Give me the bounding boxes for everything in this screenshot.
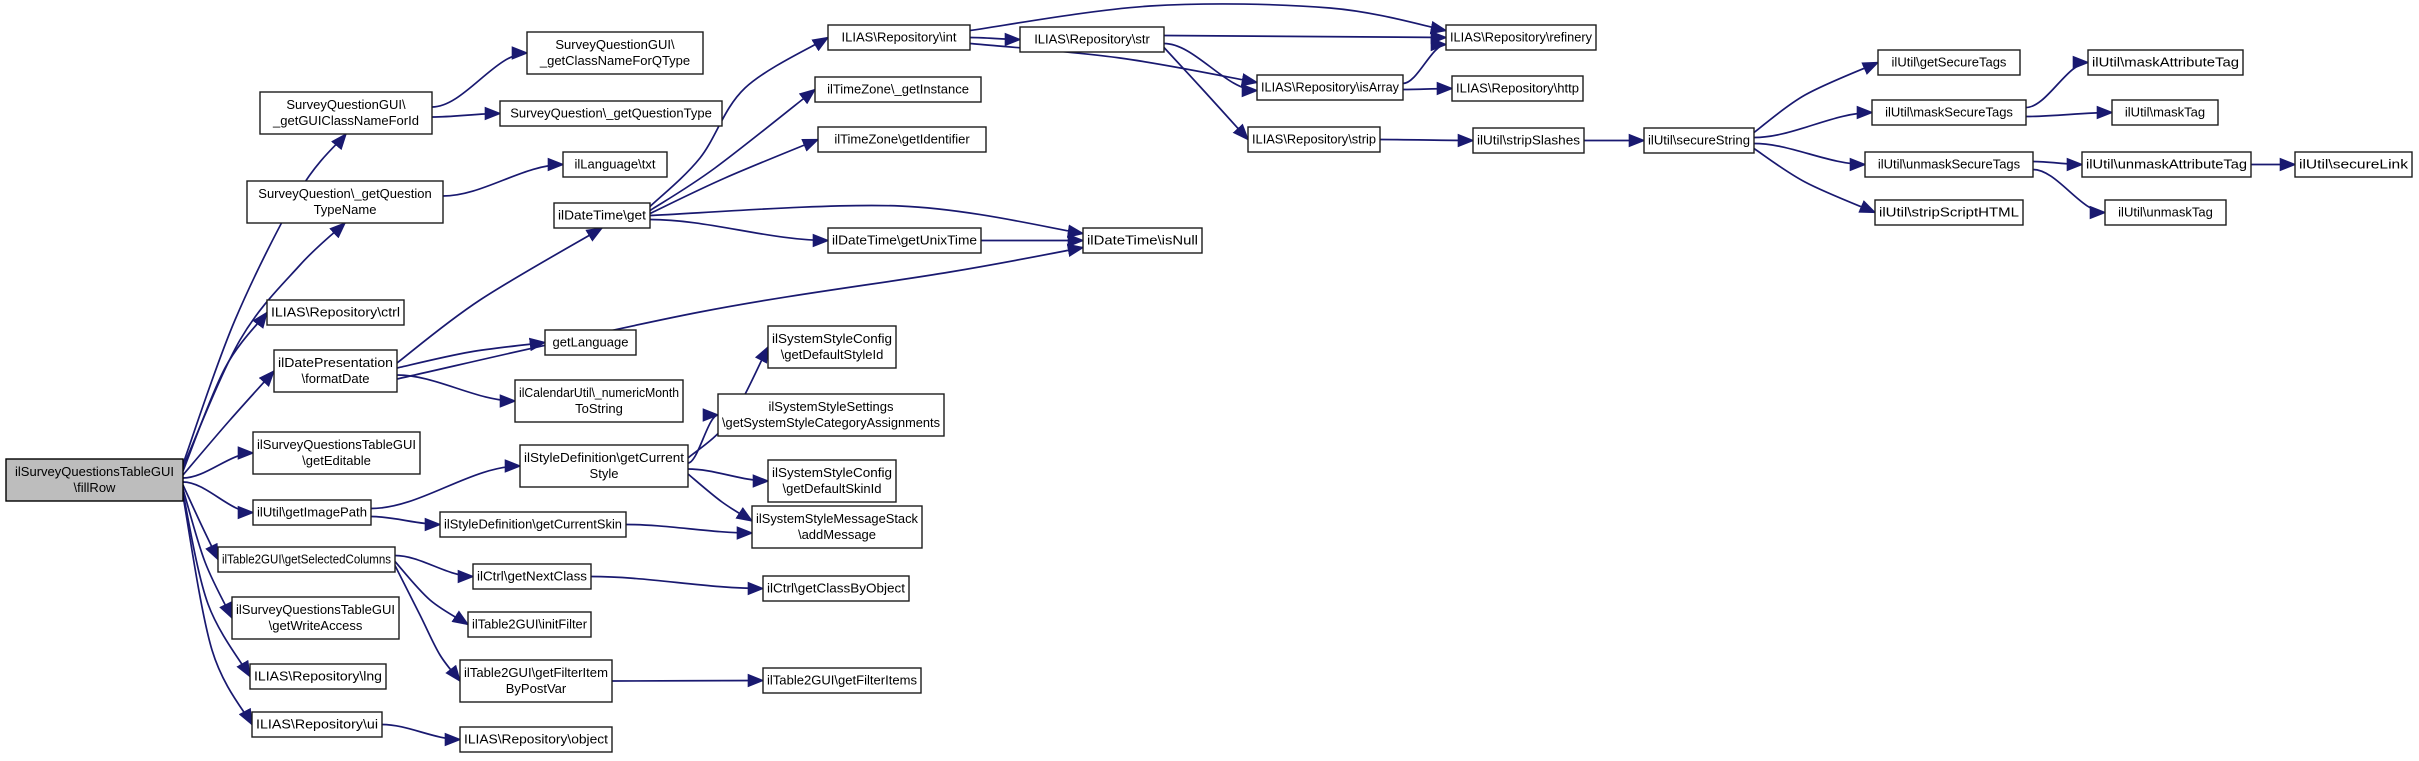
node-getQuestionTypeName[interactable]: [247, 181, 443, 223]
node-label-formatDate-line1: ilDatePresentation: [278, 355, 393, 370]
edge-secureString-to-stripScriptHTML: [1754, 149, 1875, 213]
node-label-getSecureTags-line1: ilUtil\getSecureTags: [1891, 54, 2007, 70]
node-getImagePath[interactable]: [253, 500, 371, 525]
node-unmaskAttributeTag[interactable]: [2082, 152, 2251, 177]
node-label-initFilter-line1: ilTable2GUI\initFilter: [472, 616, 588, 632]
node-isNull[interactable]: [1083, 228, 1202, 253]
node-getEditable[interactable]: [253, 432, 420, 474]
edge-maskSecureTags-to-maskTag: [2026, 113, 2112, 117]
node-label-stripSlashes-line1: ilUtil\stripSlashes: [1477, 132, 1581, 148]
node-label-getWriteAccess-line2: \getWriteAccess: [268, 618, 363, 633]
edge-getNextClass-to-getClassByObject: [591, 577, 763, 589]
node-label-addMessage-line2: \addMessage: [797, 527, 877, 542]
edge-strip-to-stripSlashes: [1380, 140, 1473, 141]
node-label-repoInt-line1: ILIAS\Repository\int: [841, 29, 957, 45]
node-label-http-line1: ILIAS\Repository\http: [1456, 80, 1579, 96]
node-unmaskSecureTags[interactable]: [1865, 152, 2033, 177]
node-repoLng[interactable]: [250, 664, 386, 689]
node-label-getDefaultSkinId-line2: \getDefaultSkinId: [782, 481, 882, 496]
node-label-unmaskSecureTags-line1: ilUtil\unmaskSecureTags: [1877, 156, 2021, 172]
node-label-getDefaultStyleId-line2: \getDefaultStyleId: [780, 347, 884, 362]
node-isArray[interactable]: [1257, 75, 1403, 100]
node-tzGetIdentifier[interactable]: [818, 127, 986, 152]
node-label-unmaskAttributeTag-line1: ilUtil\unmaskAttributeTag: [2086, 156, 2247, 172]
node-strip[interactable]: [1248, 127, 1380, 152]
edge-fillRow-to-getQuestionTypeName: [183, 223, 345, 467]
node-label-getSystemStyleCategoryAssignments-line2: \getSystemStyleCategoryAssignments: [722, 415, 941, 430]
node-label-repoCtrl-line1: ILIAS\Repository\ctrl: [271, 304, 401, 320]
node-getLanguage[interactable]: [545, 330, 636, 355]
node-label-getQuestionType-line1: SurveyQuestion\_getQuestionType: [510, 105, 712, 121]
edge-fillRow-to-getEditable: [183, 453, 253, 478]
node-label-getDefaultSkinId-line1: ilSystemStyleConfig: [772, 465, 892, 480]
node-label-getCurrentStyle-line1: ilStyleDefinition\getCurrent: [524, 450, 685, 465]
edge-getFilterItemByPostVar-to-getFilterItems: [612, 681, 763, 682]
node-http[interactable]: [1452, 76, 1583, 101]
node-dtGet[interactable]: [554, 203, 650, 228]
node-getGUIClassNameForId[interactable]: [260, 92, 432, 134]
node-getDefaultSkinId[interactable]: [768, 460, 896, 502]
node-secureLink[interactable]: [2295, 152, 2412, 177]
node-label-fillRow-line1: ilSurveyQuestionsTableGUI: [15, 464, 174, 479]
node-label-unmaskTag-line1: ilUtil\unmaskTag: [2118, 204, 2213, 220]
node-getFilterItemByPostVar[interactable]: [460, 660, 612, 702]
node-label-getFilterItemByPostVar-line1: ilTable2GUI\getFilterItem: [464, 665, 608, 680]
node-getSystemStyleCategoryAssignments[interactable]: [718, 394, 944, 436]
node-label-getSystemStyleCategoryAssignments-line1: ilSystemStyleSettings: [768, 399, 894, 414]
node-tzGetInstance[interactable]: [815, 77, 981, 102]
node-stripScriptHTML[interactable]: [1875, 200, 2023, 225]
node-label-isNull-line1: ilDateTime\isNull: [1087, 232, 1199, 248]
node-label-getGUIClassNameForId-line1: SurveyQuestionGUI\: [286, 97, 406, 112]
node-label-getEditable-line2: \getEditable: [302, 453, 371, 468]
node-label-getQuestionTypeName-line1: SurveyQuestion\_getQuestion: [258, 186, 432, 201]
edge-fillRow-to-repoLng: [183, 493, 250, 677]
node-label-secureString-line1: ilUtil\secureString: [1648, 132, 1750, 148]
node-label-formatDate-line2: \formatDate: [301, 371, 370, 386]
node-maskTag[interactable]: [2112, 100, 2218, 125]
node-label-repoStr-line1: ILIAS\Repository\str: [1034, 31, 1150, 47]
node-label-getClassByObject-line1: ilCtrl\getClassByObject: [767, 580, 906, 596]
node-label-addMessage-line1: ilSystemStyleMessageStack: [756, 511, 919, 526]
node-getNextClass[interactable]: [473, 564, 591, 589]
edge-getImagePath-to-getCurrentSkin: [371, 517, 440, 525]
node-repoStr[interactable]: [1020, 27, 1164, 52]
node-refinery[interactable]: [1446, 25, 1596, 50]
node-getUnixTime[interactable]: [828, 228, 981, 253]
node-txt[interactable]: [563, 152, 667, 177]
node-stripSlashes[interactable]: [1473, 128, 1584, 153]
edge-isArray-to-refinery: [1403, 45, 1446, 84]
node-numericMonthToString[interactable]: [515, 380, 683, 422]
node-label-maskAttributeTag-line1: ilUtil\maskAttributeTag: [2092, 54, 2239, 70]
node-label-isArray-line1: ILIAS\Repository\isArray: [1261, 79, 1400, 95]
edge-getSelectedColumns-to-initFilter: [395, 562, 468, 625]
node-getQuestionType[interactable]: [500, 101, 722, 126]
node-label-getQuestionTypeName-line2: TypeName: [313, 202, 377, 217]
node-getSelectedColumns[interactable]: [218, 547, 395, 572]
node-repoUi[interactable]: [252, 712, 382, 737]
node-getClassByObject[interactable]: [763, 576, 909, 601]
node-label-refinery-line1: ILIAS\Repository\refinery: [1450, 29, 1593, 45]
edge-unmaskSecureTags-to-unmaskAttributeTag: [2033, 162, 2082, 165]
node-label-txt-line1: ilLanguage\txt: [574, 156, 656, 172]
node-label-getFilterItemByPostVar-line2: ByPostVar: [505, 681, 567, 696]
node-getClassNameForQType[interactable]: [527, 32, 703, 74]
edge-repoInt-to-repoStr: [970, 38, 1020, 40]
node-label-getCurrentStyle-line2: Style: [589, 466, 619, 481]
edge-getSelectedColumns-to-getFilterItemByPostVar: [395, 566, 460, 682]
edge-getGUIClassNameForId-to-getQuestionType: [432, 114, 500, 118]
node-initFilter[interactable]: [468, 612, 591, 637]
node-formatDate[interactable]: [274, 350, 397, 392]
node-label-dtGet-line1: ilDateTime\get: [558, 207, 647, 223]
node-label-getGUIClassNameForId-line2: _getGUIClassNameForId: [273, 113, 419, 128]
node-label-getCurrentSkin-line1: ilStyleDefinition\getCurrentSkin: [444, 516, 622, 532]
node-addMessage[interactable]: [752, 506, 922, 548]
node-label-getNextClass-line1: ilCtrl\getNextClass: [477, 568, 588, 584]
node-label-repoObject-line1: ILIAS\Repository\object: [464, 731, 609, 747]
node-label-getClassNameForQType-line1: SurveyQuestionGUI\: [555, 37, 675, 52]
node-label-getFilterItems-line1: ilTable2GUI\getFilterItems: [767, 672, 918, 688]
edge-repoStr-to-refinery: [1164, 36, 1446, 38]
node-getSecureTags[interactable]: [1878, 50, 2020, 75]
edge-getCurrentSkin-to-addMessage: [626, 525, 752, 534]
node-label-strip-line1: ILIAS\Repository\strip: [1252, 131, 1376, 147]
node-maskAttributeTag[interactable]: [2088, 50, 2243, 75]
node-repoObject[interactable]: [460, 727, 612, 752]
edge-formatDate-to-isNull: [397, 248, 1083, 380]
node-label-getImagePath-line1: ilUtil\getImagePath: [257, 504, 367, 520]
node-label-maskSecureTags-line1: ilUtil\maskSecureTags: [1885, 104, 2013, 120]
edge-getSelectedColumns-to-getNextClass: [395, 556, 473, 577]
node-label-getClassNameForQType-line2: _getClassNameForQType: [539, 53, 691, 68]
node-label-tzGetInstance-line1: ilTimeZone\_getInstance: [827, 81, 969, 97]
edge-getQuestionTypeName-to-txt: [443, 165, 563, 197]
node-label-getUnixTime-line1: ilDateTime\getUnixTime: [832, 232, 977, 248]
node-repoCtrl[interactable]: [267, 300, 404, 325]
edge-secureString-to-maskSecureTags: [1754, 113, 1872, 138]
node-label-getEditable-line1: ilSurveyQuestionsTableGUI: [257, 437, 416, 452]
edge-dtGet-to-getUnixTime: [650, 220, 828, 241]
node-getCurrentStyle[interactable]: [520, 445, 688, 487]
edge-repoStr-to-strip: [1164, 48, 1248, 140]
node-label-numericMonthToString-line2: ToString: [575, 401, 623, 416]
edge-getCurrentStyle-to-getDefaultSkinId: [688, 469, 768, 481]
node-label-fillRow-line2: \fillRow: [73, 480, 116, 495]
node-label-repoUi-line1: ILIAS\Repository\ui: [256, 716, 379, 732]
node-label-maskTag-line1: ilUtil\maskTag: [2124, 104, 2206, 120]
node-label-numericMonthToString-line1: ilCalendarUtil\_numericMonth: [519, 385, 679, 400]
node-getFilterItems[interactable]: [763, 668, 921, 693]
edge-getCurrentStyle-to-addMessage: [688, 474, 752, 521]
edge-secureString-to-unmaskSecureTags: [1754, 144, 1865, 165]
node-secureString[interactable]: [1644, 128, 1754, 153]
edge-formatDate-to-numericMonthToString: [397, 375, 515, 401]
node-label-getWriteAccess-line1: ilSurveyQuestionsTableGUI: [236, 602, 395, 617]
node-unmaskTag[interactable]: [2105, 200, 2226, 225]
node-repoInt[interactable]: [828, 25, 970, 50]
node-label-getDefaultStyleId-line1: ilSystemStyleConfig: [772, 331, 892, 346]
node-label-tzGetIdentifier-line1: ilTimeZone\getIdentifier: [834, 131, 970, 147]
node-fillRow: [6, 459, 183, 501]
node-getCurrentSkin[interactable]: [440, 512, 626, 537]
edge-isArray-to-http: [1403, 89, 1452, 90]
node-getDefaultStyleId[interactable]: [768, 326, 896, 368]
edge-repoUi-to-repoObject: [382, 725, 460, 740]
node-label-repoLng-line1: ILIAS\Repository\lng: [254, 668, 382, 684]
edge-secureString-to-getSecureTags: [1754, 63, 1878, 133]
node-getWriteAccess[interactable]: [232, 597, 399, 639]
edge-getCurrentStyle-to-getSystemStyleCategoryAssignments: [688, 415, 718, 463]
node-label-stripScriptHTML-line1: ilUtil\stripScriptHTML: [1879, 204, 2019, 220]
edge-maskSecureTags-to-maskAttributeTag: [2026, 63, 2088, 108]
edge-dtGet-to-tzGetIdentifier: [650, 140, 818, 214]
node-maskSecureTags[interactable]: [1872, 100, 2026, 125]
node-label-secureLink-line1: ilUtil\secureLink: [2299, 156, 2409, 172]
node-label-getSelectedColumns-line1: ilTable2GUI\getSelectedColumns: [222, 551, 392, 567]
edge-getGUIClassNameForId-to-getClassNameForQType: [432, 53, 527, 107]
node-label-getLanguage-line1: getLanguage: [552, 334, 629, 350]
